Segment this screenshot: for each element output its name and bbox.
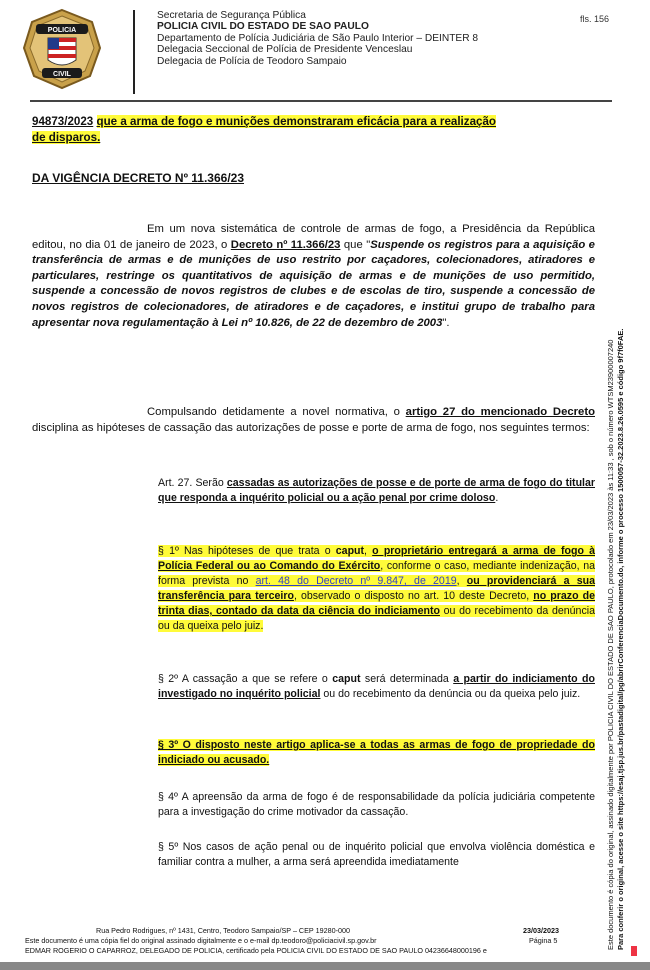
par2-text2: ou do recebimento da denúncia ou da queixa pelo juiz.	[320, 688, 581, 700]
decree-9847-link[interactable]: art. 48 do Decreto nº 9.847, de 2019	[255, 575, 457, 587]
paragraph-article-27-intro	[32, 405, 595, 436]
par1-prazo: no prazo de trinta dias, contado da data da ciência do indiciamento	[158, 590, 595, 617]
par1-sep2: ,	[456, 575, 467, 587]
efficacy-statement-end: de disparos.	[32, 130, 101, 144]
par3-text: § 3º O disposto neste artigo aplica-se a todas as armas de fogo de propriedade do indiciado ou acusado.	[158, 739, 595, 766]
footer-address: Rua Pedro Rodrigues, nº 1431, Centro, Teodoro Sampaio/SP – CEP 19280-000	[96, 926, 350, 935]
decree-ementa: Suspende os registros para a aquisição e transferência de armas e de munições de uso restrito por caçadores, colecionadores, atiradores e particulares, restringe os quantitativos de aquisição de armas e de munições de uso permitido, suspende a concessão de novos registros de clubes e de escolas de tiro, suspende a concessão de novos registros de colecionadores, de atiradores e de caçadores, e institui grupo de trabalho para apresentar nova regulamentação à Lei nº 10.826, de 22 de dezembro de 2003	[32, 238, 595, 329]
report-reference: 94873/2023	[32, 115, 94, 128]
par1-text3: ou do recebimento da denúncia ou da queixa pelo juiz.	[158, 605, 595, 632]
header-departamento: Departamento de Polícia Judiciária de São Paulo Interior – DEINTER 8	[157, 32, 479, 44]
article-27-caput	[158, 476, 595, 506]
folio-number: fls. 156	[580, 14, 610, 24]
header-rule	[30, 100, 612, 102]
paragraph-decree	[32, 222, 595, 331]
header-delegacia: Delegacia de Polícia de Teodoro Sampaio	[157, 55, 347, 67]
badge-top-text: POLICIA	[47, 27, 77, 34]
paragraph-conclusion	[32, 114, 595, 145]
badge-bottom-text: CIVIL	[53, 71, 71, 78]
paragraph-2	[158, 672, 595, 702]
footer-copy-notice: Este documento é uma cópia fiel do original assinado digitalmente e o e-mail dp.teodoro@policiacivil.sp.gov.br	[25, 936, 377, 945]
par1-sep: ,	[364, 545, 373, 557]
header-divider	[133, 10, 135, 94]
par2-caput: caput	[332, 673, 361, 685]
paragraph-3	[158, 738, 595, 768]
header-policia-civil: POLICIA CIVIL DO ESTADO DE SAO PAULO	[157, 21, 369, 33]
par2-label: § 2º A cassação a que se refere o	[158, 673, 333, 685]
stamp-mark	[631, 946, 637, 956]
paragraph-1	[158, 544, 595, 634]
signature-stamp-line-1: Este documento é cópia do original, assinado digitalmente por POLICIA CIVIL DO ESTADO DE SAO PAULO, protocolado em 23/03/2023 às 11:33 , sob o número WTSM23900007240	[606, 339, 615, 950]
digital-signature-stamp	[606, 90, 626, 950]
section-heading: DA VIGÊNCIA DECRETO Nº 11.366/23	[32, 171, 245, 185]
par1-label: § 1º Nas hipóteses de que trata o	[158, 545, 336, 557]
par1-caput: caput	[335, 545, 365, 557]
article-intro: Compulsando detidamente a novel normativa, o	[147, 406, 406, 418]
signature-stamp-line-2: Para conferir o original, acesse o site https://esaj.tjsp.jus.br/pastadigital/pg/abrirConferenciaDocumento.do, informe o processo 1500057-32.2023.8.26.0595 e código 9f7f0FAE.	[616, 328, 625, 950]
header-seccional: Delegacia Seccional de Polícia de Presidente Venceslau	[157, 44, 413, 56]
article-27-period: .	[495, 492, 499, 504]
paragraph-5: § 5º Nos casos de ação penal ou de inquérito policial que envolva violência doméstica e familiar contra a mulher, a arma será apreendida imediatamente	[158, 841, 595, 868]
par1-transferencia: ou providenciará a sua transferência para terceiro	[158, 575, 595, 602]
article-27-text: cassadas as autorizações de posse e de porte de arma de fogo do titular que responda a inquérito policial ou a ação penal por crime doloso	[158, 477, 595, 504]
bottom-edge	[0, 962, 650, 970]
article-27-label: Art. 27. Serão	[158, 477, 227, 489]
footer-date: 23/03/2023	[523, 926, 559, 935]
decree-intro: Em um nova sistemática de controle de armas de fogo, a Presidência da República editou, no dia 01 de janeiro de 2023, o	[32, 223, 595, 251]
header-block	[157, 10, 478, 67]
par1-entrega: o proprietário entregará a arma de fogo à Polícia Federal ou ao Comando do Exército	[158, 545, 595, 572]
footer-signer: EDMAR ROGERIO O CAPARROZ, DELEGADO DE POLICIA, certificado pela POLICIA CIVIL DO ESTADO DE SAO PAULO 042366480001​96 e	[25, 946, 487, 955]
quote-close: ".	[442, 316, 450, 329]
article-intro-rest: disciplina as hipóteses de cassação das autorizações de posse e porte de arma de fogo, nos seguintes termos:	[32, 421, 590, 434]
par1-text: , conforme o caso, mediante indenização, na forma prevista no	[158, 560, 595, 587]
footer-page: Página 5	[529, 936, 558, 945]
decree-reference: Decreto nº 11.366/23	[230, 238, 341, 251]
par2-indiciamento: a partir do indiciamento do investigado no inquérito policial	[158, 673, 595, 700]
header-secretaria: Secretaria de Segurança Pública	[157, 10, 306, 21]
policia-civil-badge-logo	[22, 8, 102, 90]
efficacy-statement: que a arma de fogo e munições demonstraram eficácia para a realização	[96, 115, 497, 128]
article-27-reference: artigo 27 do mencionado Decreto	[405, 406, 595, 418]
quote-open: que "	[340, 238, 371, 251]
par1-text2: , observado o disposto no art. 10 deste Decreto,	[293, 590, 534, 602]
par2-text: será determinada	[360, 673, 454, 685]
paragraph-4: § 4º A apreensão da arma de fogo é de responsabilidade da polícia judiciária competente para a investigação do crime motivador da cassação.	[158, 791, 595, 818]
